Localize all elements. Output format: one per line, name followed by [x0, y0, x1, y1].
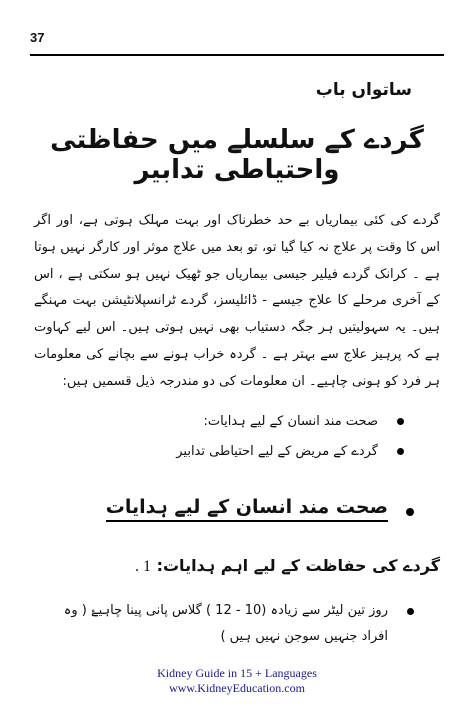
subheading-text: گردے کی حفاظت کے لیے اہم ہدایات:	[156, 556, 440, 575]
bullet-list	[60, 409, 404, 469]
footer-website-link[interactable]: www.KidneyEducation.com	[169, 681, 305, 695]
body-paragraph: گردے کی کئی بیماریاں بے حد خطرناک اور بہت مہلک ہوتی ہے، اور اگر اس کا وقت پر علاج نہ کیا گیا تو، تو بعد میں علاج موثر اور کارگر نہیں ہوتا ہے ۔ کرانک گردے فیلیر جیسی بیماریاں جو ٹھیک نہیں ہو سکتی ہے ، اس کے آخری مرحلے کا علاج جیسے - ڈائلیسز، گردے ٹرانسپلانٹیشن بہت مہنگے ہیں۔ یہ سہولیتیں ہر جگہ دستیاب بھی نہیں ہوتی ہیں۔ اس لیے کہاوت ہے کہ پرہیز علاج سے بہتر ہے ۔ گردہ خراب ہونے سے بچانے کی معلومات ہر فرد کو ہونی چاہیے۔ ان معلومات کی دو مندرجہ ذیل قسمیں ہیں:	[34, 213, 440, 389]
section-heading	[106, 496, 414, 518]
section-heading-text: صحت مند انسان کے لیے ہدایات	[106, 496, 388, 522]
list-item	[60, 409, 404, 435]
instruction-text: روز تین لیٹر سے زیادہ (10 - 12 ) گلاس پانی پینا چاہیۓ ( وہ افراد جنہیں سوجن نہیں ہیں )	[63, 603, 388, 644]
bullet-icon	[397, 418, 404, 425]
footer	[0, 666, 474, 696]
list-item-text: صحت مند انسان کے لیے ہدایات:	[203, 414, 378, 429]
bullet-icon	[397, 448, 404, 455]
bullet-icon	[406, 508, 414, 516]
subheading-number: 1 .	[135, 558, 151, 575]
page-number: 37	[30, 30, 45, 45]
instruction-item	[34, 598, 414, 650]
list-item	[60, 439, 404, 465]
subheading	[135, 556, 440, 576]
list-item-text: گردے کے مریض کے لیے احتیاطی تدابیر	[176, 444, 378, 459]
bullet-icon	[407, 608, 414, 615]
chapter-label: ساتواں باب	[315, 80, 412, 100]
chapter-title: گردے کے سلسلے میں حفاظتی واحتیاطی تدابیر	[50, 125, 424, 185]
footer-title: Kidney Guide in 15 + Languages	[157, 666, 317, 680]
header-rule	[30, 54, 444, 56]
